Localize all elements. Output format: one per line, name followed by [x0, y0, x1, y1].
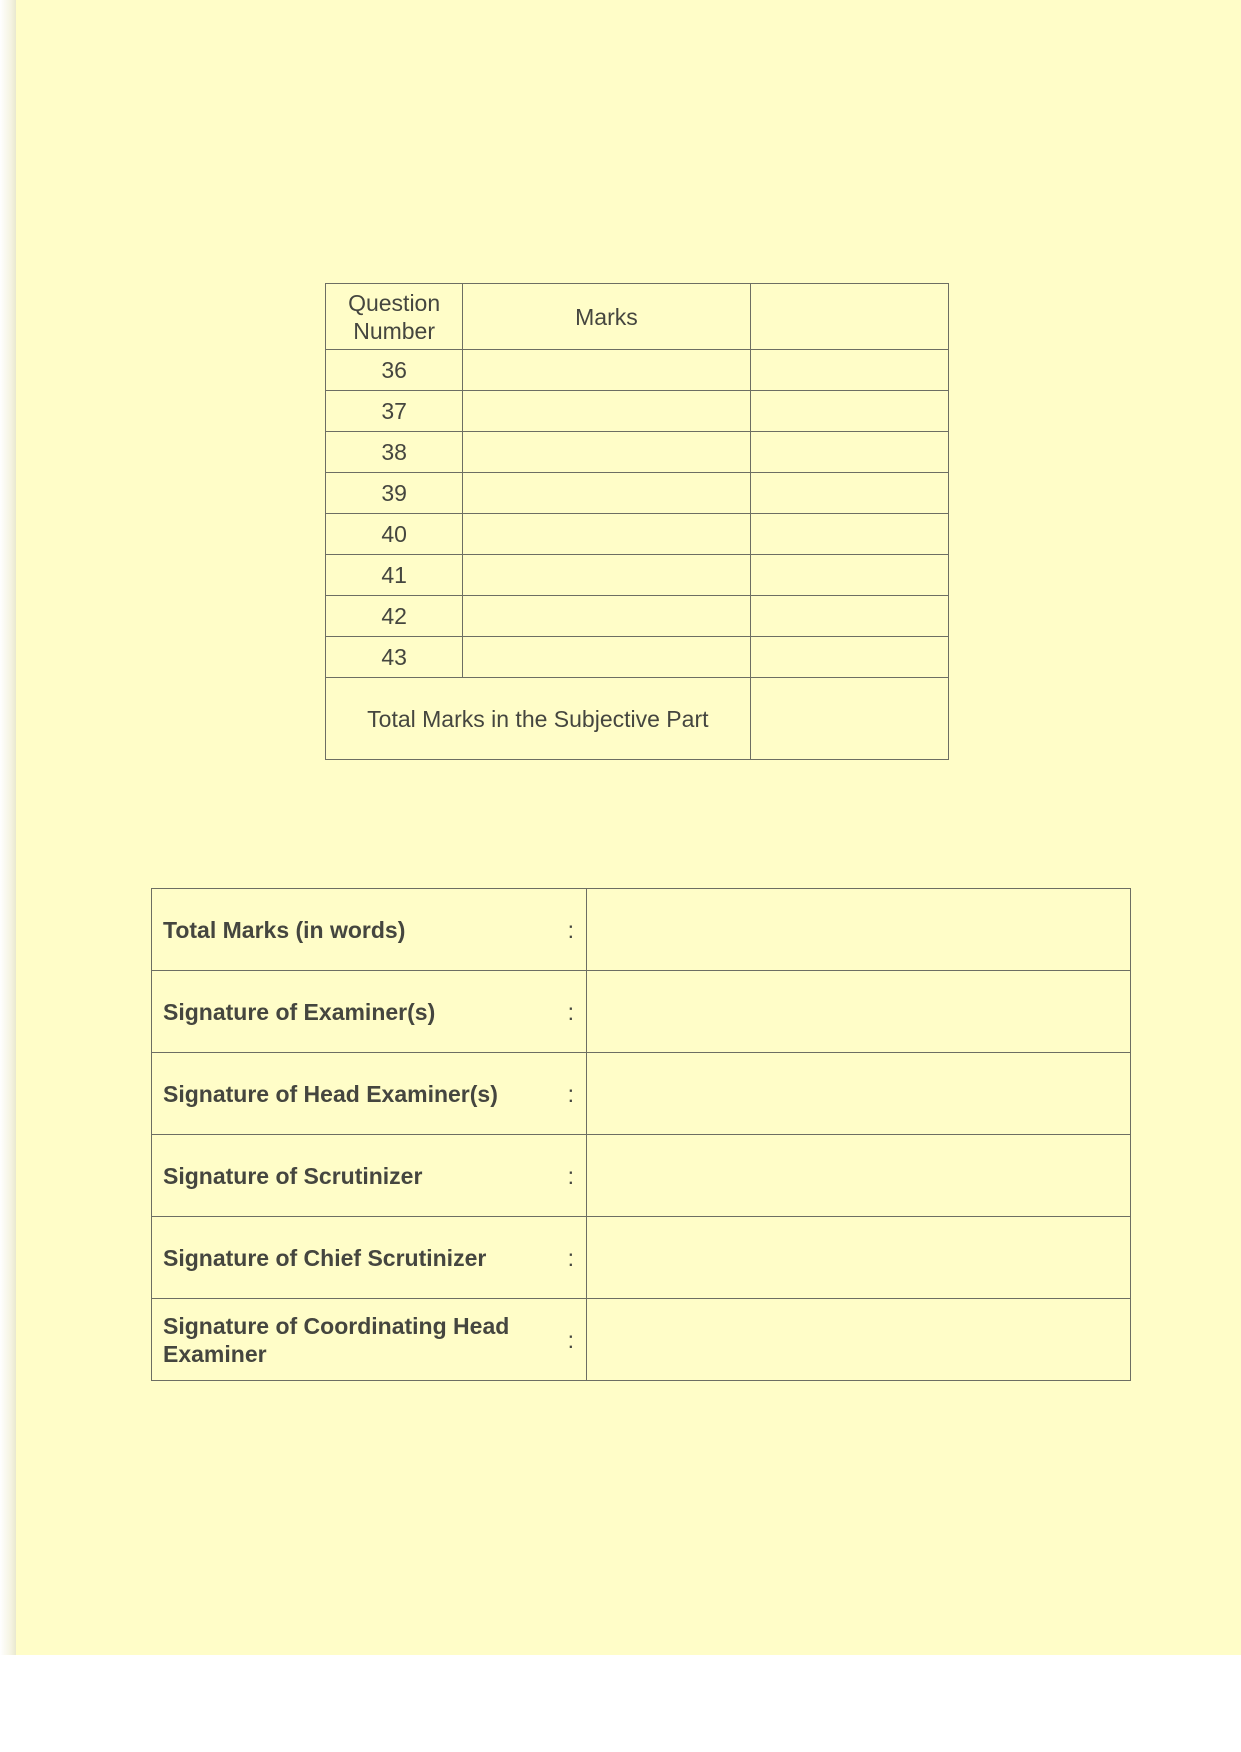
extra-marks-cell[interactable] — [750, 391, 948, 432]
total-marks-words-label: Total Marks (in words) — [163, 916, 406, 943]
scrutinizer-signature-label: Signature of Scrutinizer — [163, 1162, 423, 1189]
chief-scrutinizer-signature-label: Signature of Chief Scrutinizer — [163, 1244, 487, 1271]
signature-table — [151, 888, 1131, 1381]
signature-row-total-words — [152, 889, 1131, 971]
table-row — [326, 432, 949, 473]
table-row — [326, 350, 949, 391]
marks-cell[interactable] — [463, 473, 750, 514]
signature-row-coordinating-head-examiner — [152, 1299, 1131, 1381]
answer-sheet-page — [16, 0, 1241, 1655]
marks-cell[interactable] — [463, 555, 750, 596]
extra-marks-cell[interactable] — [750, 596, 948, 637]
question-number-cell: 41 — [326, 555, 463, 596]
examiner-signature-field[interactable] — [587, 971, 1131, 1053]
question-number-cell: 37 — [326, 391, 463, 432]
coordinating-head-examiner-signature-label: Signature of Coordinating Head Examiner — [163, 1312, 510, 1367]
marks-cell[interactable] — [463, 432, 750, 473]
question-number-cell: 36 — [326, 350, 463, 391]
question-number-cell: 43 — [326, 637, 463, 678]
marks-cell[interactable] — [463, 350, 750, 391]
signature-row-chief-scrutinizer — [152, 1217, 1131, 1299]
question-number-cell: 38 — [326, 432, 463, 473]
chief-scrutinizer-signature-field[interactable] — [587, 1217, 1131, 1299]
signature-row-examiner — [152, 971, 1131, 1053]
marks-header: Marks — [463, 284, 750, 350]
question-number-cell: 39 — [326, 473, 463, 514]
marks-cell[interactable] — [463, 596, 750, 637]
extra-marks-cell[interactable] — [750, 514, 948, 555]
extra-marks-cell[interactable] — [750, 637, 948, 678]
question-number-cell: 40 — [326, 514, 463, 555]
table-row — [326, 637, 949, 678]
total-marks-cell[interactable] — [750, 678, 948, 760]
extra-header-cell[interactable] — [750, 284, 948, 350]
extra-marks-cell[interactable] — [750, 473, 948, 514]
head-examiner-signature-label: Signature of Head Examiner(s) — [163, 1080, 498, 1107]
separator-colon: : — [567, 998, 574, 1025]
examiner-signature-label: Signature of Examiner(s) — [163, 998, 436, 1025]
table-row — [326, 391, 949, 432]
total-marks-label: Total Marks in the Subjective Part — [326, 678, 751, 760]
marks-cell[interactable] — [463, 391, 750, 432]
signature-row-head-examiner — [152, 1053, 1131, 1135]
table-row — [326, 596, 949, 637]
scrutinizer-signature-field[interactable] — [587, 1135, 1131, 1217]
head-examiner-signature-field[interactable] — [587, 1053, 1131, 1135]
marks-cell[interactable] — [463, 637, 750, 678]
table-row — [326, 514, 949, 555]
total-row — [326, 678, 949, 760]
extra-marks-cell[interactable] — [750, 555, 948, 596]
marks-cell[interactable] — [463, 514, 750, 555]
marks-table-header — [326, 284, 949, 350]
separator-colon: : — [567, 1080, 574, 1107]
coordinating-head-examiner-signature-field[interactable] — [587, 1299, 1131, 1381]
table-row — [326, 473, 949, 514]
table-row — [326, 555, 949, 596]
question-number-cell: 42 — [326, 596, 463, 637]
separator-colon: : — [567, 1162, 574, 1189]
separator-colon: : — [567, 1326, 574, 1353]
separator-colon: : — [567, 1244, 574, 1271]
question-number-header: Question Number — [326, 284, 463, 350]
separator-colon: : — [567, 916, 574, 943]
signature-row-scrutinizer — [152, 1135, 1131, 1217]
paper-edge — [0, 0, 16, 1655]
total-marks-words-field[interactable] — [587, 889, 1131, 971]
extra-marks-cell[interactable] — [750, 350, 948, 391]
extra-marks-cell[interactable] — [750, 432, 948, 473]
marks-table — [325, 283, 949, 760]
